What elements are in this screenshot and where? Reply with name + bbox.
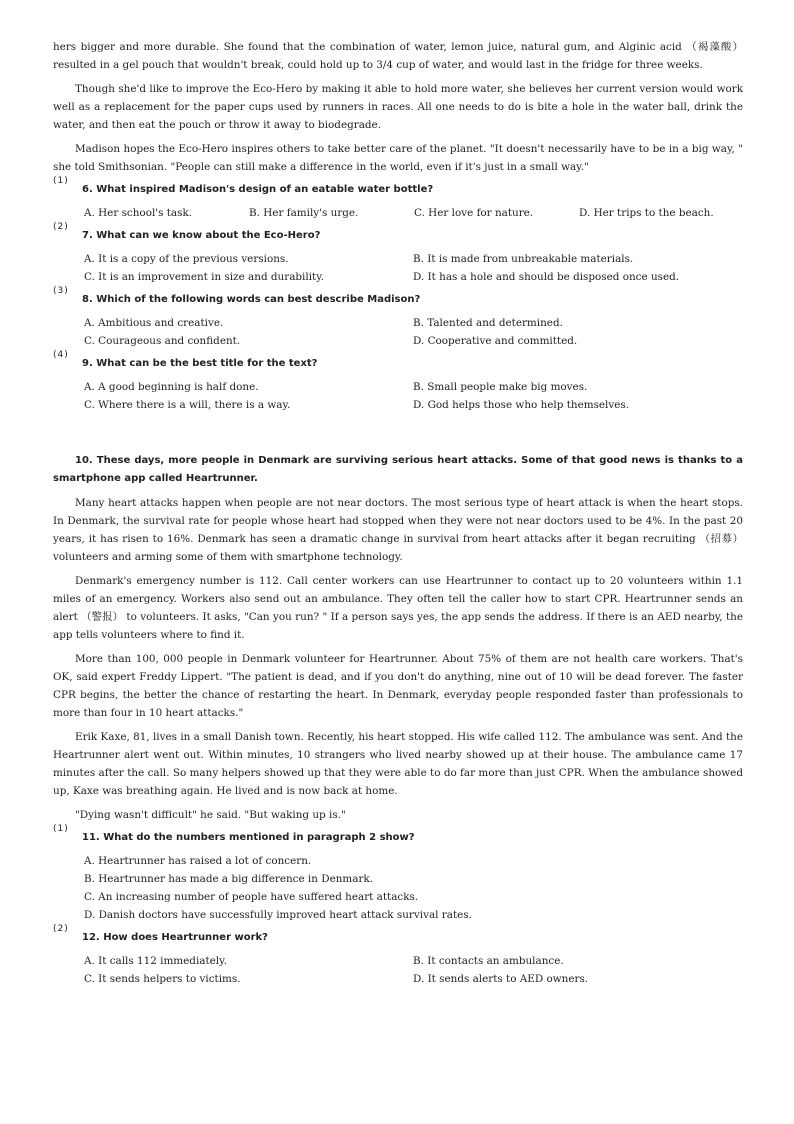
option-b: B. Small people make big moves. <box>413 381 588 393</box>
question-7 <box>53 222 743 286</box>
option-b: B. Her family's urge. <box>249 207 359 219</box>
answer-options <box>84 250 743 286</box>
question-8 <box>53 286 743 350</box>
question-number: (1) <box>53 176 69 186</box>
option-d: D. Her trips to the beach. <box>579 207 714 219</box>
passage2-paragraph-2: Denmark's emergency number is 112. Call center workers can use Heartrunner to contact up to 20 volunteers within 1.1 miles of an emergency. Workers also send out an ambulance. They often tell the caller how to start CPR. Heartrunner sends an alert （警报） to volunteers. It asks, "Can you run? " If a person says yes, the app sends the address. If there is an AED nearby, the app tells volunteers where to find it. <box>53 575 743 641</box>
option-b: B. It contacts an ambulance. <box>413 955 564 967</box>
option-a: A. A good beginning is half done. <box>84 381 259 393</box>
option-d: D. God helps those who help themselves. <box>413 399 630 411</box>
question-number: (2) <box>53 222 69 232</box>
question-text: 8. Which of the following words can best describe Madison? <box>82 294 421 305</box>
question-11 <box>53 824 743 924</box>
question-text: 7. What can we know about the Eco-Hero? <box>82 230 321 241</box>
question-text: 9. What can be the best title for the text? <box>82 358 318 369</box>
question-9 <box>53 350 743 414</box>
passage1-paragraph-2: Though she'd like to improve the Eco-Hero by making it able to hold more water, she believes her current version would work well as a replacement for the paper cups used by runners in races. All one needs to do is bite a hole in the water ball, drink the water, and then eat the pouch or throw it away to biodegrade. <box>53 83 743 131</box>
passage1-paragraph-1: hers bigger and more durable. She found that the combination of water, lemon juice, natural gum, and Alginic acid （褐藻酸） resulted in a gel pouch that wouldn't break, could hold up to 3/4 cup of water, and would last in the fridge for three weeks. <box>53 41 743 71</box>
question-number: (4) <box>53 350 69 360</box>
passage2-paragraph-1: Many heart attacks happen when people are not near doctors. The most serious type of heart attack is when the heart stops. In Denmark, the survival rate for people whose heart had stopped when they were not near doctors used to be 4%. In the past 20 years, it has risen to 16%. Denmark has seen a dramatic change in survival from heart attacks after it began recruiting （招募） volunteers and arming some of them with smartphone technology. <box>53 497 743 563</box>
option-c: C. It sends helpers to victims. <box>84 973 241 985</box>
section-spacer <box>53 418 743 452</box>
answer-options <box>84 852 743 924</box>
option-c: C. It is an improvement in size and durability. <box>84 271 324 283</box>
question-text: 11. What do the numbers mentioned in paragraph 2 show? <box>82 832 415 843</box>
question-number: (1) <box>53 824 69 834</box>
answer-options <box>84 952 743 988</box>
option-a: A. It is a copy of the previous versions. <box>84 253 289 265</box>
option-d: D. Danish doctors have successfully improved heart attack survival rates. <box>84 909 472 921</box>
question-number: (2) <box>53 924 69 934</box>
passage2-paragraph-5: "Dying wasn't difficult" he said. "But waking up is." <box>75 809 346 821</box>
passage2-paragraph-4: Erik Kaxe, 81, lives in a small Danish town. Recently, his heart stopped. His wife called 112. The ambulance was sent. And the Heartrunner alert went out. Within minutes, 10 strangers who lived nearby showed up at their house. The ambulance came 17 minutes after the call. So many helpers showed up that they were able to do far more than just CPR. When the ambulance showed up, Kaxe was breathing again. He lived and is now back at home. <box>53 731 743 797</box>
option-c: C. An increasing number of people have suffered heart attacks. <box>84 891 419 903</box>
option-d: D. It has a hole and should be disposed once used. <box>413 271 680 283</box>
option-c: C. Her love for nature. <box>414 207 534 219</box>
option-a: A. It calls 112 immediately. <box>84 955 227 967</box>
question-number: (3) <box>53 286 69 296</box>
option-d: D. It sends alerts to AED owners. <box>413 973 589 985</box>
option-a: A. Heartrunner has raised a lot of concern. <box>84 855 312 867</box>
option-a: A. Ambitious and creative. <box>84 317 224 329</box>
option-b: B. Talented and determined. <box>413 317 563 329</box>
question-12 <box>53 924 743 988</box>
option-c: C. Where there is a will, there is a way. <box>84 399 291 411</box>
passage2-lead: 10. These days, more people in Denmark are surviving serious heart attacks. Some of that good news is thanks to a smartphone app called Heartrunner. <box>53 455 743 484</box>
answer-options <box>84 204 743 222</box>
question-6 <box>53 176 743 222</box>
question-text: 6. What inspired Madison's design of an eatable water bottle? <box>82 184 434 195</box>
answer-options <box>84 314 743 350</box>
option-b: B. It is made from unbreakable materials. <box>413 253 634 265</box>
answer-options <box>84 378 743 414</box>
option-c: C. Courageous and confident. <box>84 335 241 347</box>
question-text: 12. How does Heartrunner work? <box>82 932 268 943</box>
option-a: A. Her school's task. <box>84 207 193 219</box>
option-b: B. Heartrunner has made a big difference in Denmark. <box>84 873 374 885</box>
option-d: D. Cooperative and committed. <box>413 335 578 347</box>
passage2-paragraph-3: More than 100, 000 people in Denmark volunteer for Heartrunner. About 75% of them are not health care workers. That's OK, said expert Freddy Lippert. "The patient is dead, and if you don't do anything, nine out of 10 will be dead forever. The faster CPR begins, the better the chance of restarting the heart. In Denmark, everyday people responded faster than professionals to more than four in 10 heart attacks." <box>53 653 743 719</box>
exam-page <box>53 38 743 992</box>
passage1-paragraph-3: Madison hopes the Eco-Hero inspires others to take better care of the planet. "It doesn't necessarily have to be in a big way, " she told Smithsonian. "People can still make a difference in the world, even if it's just in a small way." <box>53 143 743 173</box>
